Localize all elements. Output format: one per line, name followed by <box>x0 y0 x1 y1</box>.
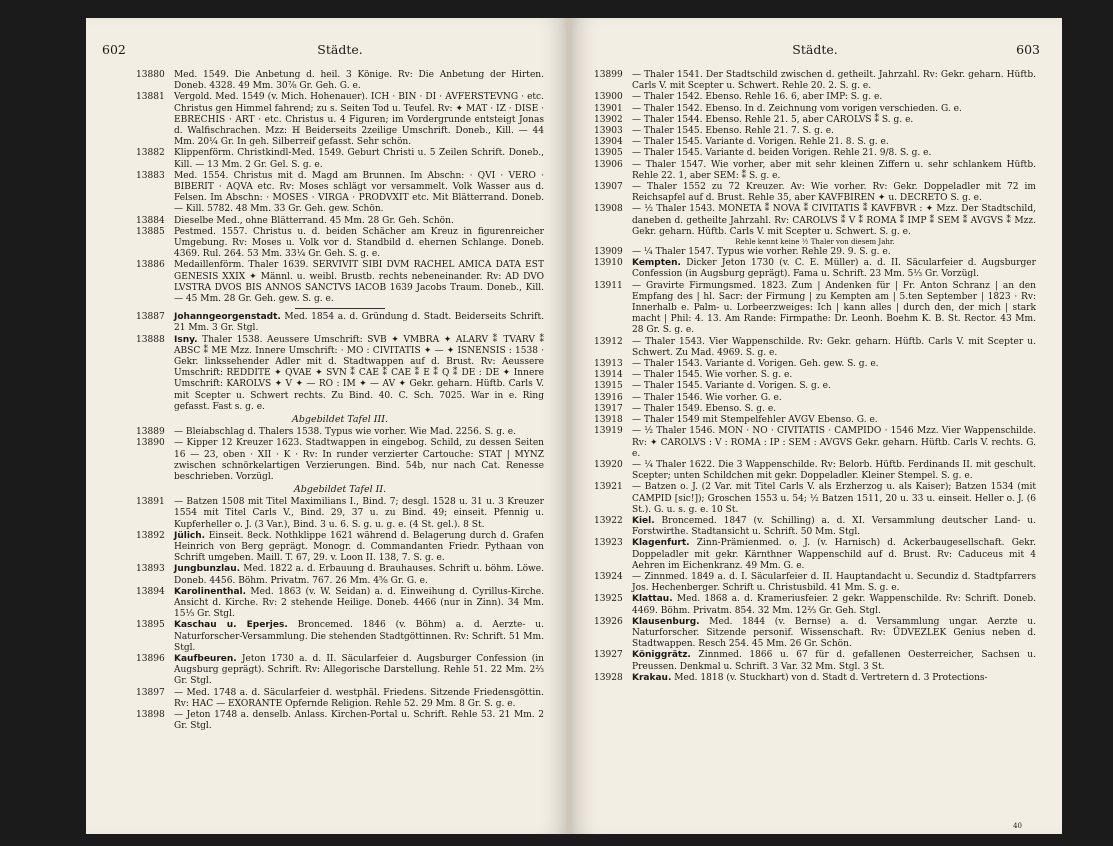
entry-description: — Batzen o. J. (2 Var. mit Titel Carls V. als Erzherzog u. als Kaiser); Batzen 1534 (mit CAMPID [sic!]); Groschen 1553 u. 54; ½ Batzen 1511, 20 u. 33 u. einseit. Heller o. J. (6 St.). G. u. s. g. e. 10 St. <box>632 482 1036 515</box>
entry-description: Med. 1549. Die Anbetung d. heil. 3 Könige. Rv: Die Anbetung der Hirten. Doneb. 4328. 49 Mm. 30⅞ Gr. Geh. G. e. <box>174 70 544 92</box>
catalog-entry <box>594 415 1036 426</box>
entry-number: 13910 <box>594 258 623 269</box>
left-entries-part-3 <box>136 427 544 483</box>
catalog-entry <box>136 260 544 305</box>
entry-description: Klippenförm. Christkindl-Med. 1549. Geburt Christi u. 5 Zeilen Schrift. Doneb., Kill. — 13 Mm. 2 Gr. Gel. S. g. e. <box>174 148 544 170</box>
entry-description: — Zinnmed. 1849 a. d. I. Säcularfeier d. II. Hauptandacht u. Secundiz d. Stadtpfarrers Jos. Hechenberger. Schrift u. Christusbild. 41 Mm. S. g. e. <box>632 571 1036 594</box>
entry-number: 13906 <box>594 159 623 170</box>
catalog-entry <box>136 148 544 170</box>
entry-description: — ¼ Thaler 1547. Typus wie vorher. Rehle 29. 9. S. g. e. <box>632 247 891 258</box>
entry-number: 13916 <box>594 392 623 403</box>
catalog-entry <box>594 617 1036 651</box>
catalog-entry <box>594 148 1036 159</box>
catalog-entry <box>136 587 544 621</box>
left-page-number: 602 <box>102 42 126 57</box>
entry-description: Einseit. 8eck. Nothklippe 1621 während d. Belagerung durch d. Grafen Heinrich von Berg geprägt. Monogr. d. Commandanten Friedr. Pythaan von Schrift umgeben. Maill. T. 67, 29. v. Loon II. 138, 7. S. g. e. <box>174 530 544 564</box>
entry-number: 13912 <box>594 336 623 347</box>
entry-number: 13925 <box>594 594 623 605</box>
catalog-entry <box>136 70 544 92</box>
city-name: Krakau. <box>632 672 672 683</box>
catalog-entry <box>136 227 544 261</box>
catalog-entry <box>136 497 544 531</box>
entry-description: Med. 1844 (v. Bernse) a. d. Versammlung ungar. Aerzte u. Naturforscher. Sitzende personif. Wissenschaft. Rv: ÜDVEZLEK Genius neben d. Stadtwappen. Resch 254. 45 Mm. 26 Gr. Schön. <box>632 616 1036 650</box>
plate-note-tafel-iii: Abgebildet Tafel III. <box>291 414 389 426</box>
entry-description: Med. 1822 a. d. Erbauung d. Brauhauses. Schrift u. böhm. Löwe. Doneb. 4456. Böhm. Privatm. 767. 26 Mm. 4⅝ Gr. G. e. <box>174 564 544 586</box>
catalog-entry <box>594 460 1036 482</box>
catalog-entry <box>594 359 1036 370</box>
entry-description: — Thaler 1545. Variante d. beiden Vorigen. Rehle 21. 9/8. S. g. e. <box>632 148 932 159</box>
city-name: Jülich. <box>174 530 206 541</box>
entry-number: 13924 <box>594 571 623 582</box>
catalog-entry <box>594 126 1036 137</box>
entry-number: 13888 <box>136 334 165 345</box>
entry-number: 13886 <box>136 260 165 271</box>
entry-description: Med. 1818 (v. Stuckhart) von d. Stadt d. Vertretern d. 3 Protections- <box>674 672 988 683</box>
catalog-entry <box>136 216 544 227</box>
entry-number: 13923 <box>594 538 623 549</box>
city-name: Klattau. <box>632 594 673 605</box>
entry-description: — Bleiabschlag d. Thalers 1538. Typus wie vorher. Wie Mad. 2256. S. g. e. <box>174 427 516 438</box>
entry-description: — Thaler 1542. Ebenso. Rehle 16. 6, aber IMP: S. g. e. <box>632 92 883 103</box>
entry-number: 13914 <box>594 370 623 381</box>
entry-number: 13883 <box>136 170 165 181</box>
entry-number: 13921 <box>594 482 623 493</box>
entry-number: 13890 <box>136 438 165 449</box>
entry-number: 13904 <box>594 137 623 148</box>
entry-description: Dieselbe Med., ohne Blätterrand. 45 Mm. 28 Gr. Geh. Schön. <box>174 215 454 226</box>
entry-number: 13895 <box>136 620 165 631</box>
entry-description: — ½ Thaler 1546. MON · NO · CIVITATIS · CAMPIDO · 1546 Mzz. Vier Wappenschilde. Rv: ✦ CAROLVS : V : ROMA : IP : SEM : AVGVS Gekr. geharn. Hüftb. Carls V. rechts. G. e. <box>632 426 1036 459</box>
catalog-entry <box>136 92 544 148</box>
entry-number: 13927 <box>594 650 623 661</box>
entry-description: Thaler 1538. Aeussere Umschrift: SVB ✦ VMBRA ✦ ALARV ⁑ TVARV ⁑ ABSC ⁑ ME Mzz. Innere Umschrift: · MO : CIVITATIS ✦ — ✦ ISNENSIS : 1538 · Gekr. linkssehender Adler mit d. Stadtwappen auf d. Brust. Rv: Aeussere Umschrift: REDDITE ✦ QVAE ✦ SVN ⁑ CAE ⁑ CAE ⁑ E ⁑ Q ⁑ DE : DE ✦ Innere Umschrift: KAROLVS ✦ V ✦ — RO : IM ✦ — AV ✦ Gekr. geharn. Hüftb. Carls V. mit Scepter u. Schwert rechts. Zu Bind. 40. C. Sch. 7025. War in e. Ring gefasst. Fast s. g. e. <box>174 334 544 412</box>
entry-number: 13884 <box>136 215 165 226</box>
section-divider <box>295 308 385 309</box>
catalog-entry <box>136 171 544 216</box>
right-page <box>572 18 1062 834</box>
catalog-entry <box>594 182 1036 204</box>
footnote-rehle: Rehle kennt keine ½ Thaler von diesem Jahr. <box>735 238 895 247</box>
entry-description: — Thaler 1549 mit Stempelfehler AVGV Ebenso. G. e. <box>632 415 878 426</box>
entry-description: Broncemed. 1846 (v. Böhm) a. d. Aerzte- u. Naturforscher-Versammlung. Die stehenden Stadtgöttinnen. Rv: Schrift. 51 Mm. Stgl. <box>174 620 544 653</box>
right-running-head <box>594 42 1040 60</box>
catalog-entry <box>136 427 544 438</box>
catalog-entry <box>136 654 544 688</box>
catalog-entry <box>594 673 1036 684</box>
catalog-entry <box>594 115 1036 126</box>
entry-number: 13917 <box>594 403 623 414</box>
entry-description: — ½ Thaler 1543. MONETA ⁑ NOVA ⁑ CIVITATIS ⁑ KAVFBVR : ✦ Mzz. Der Stadtschild, daneben d. getheilte Jahrzahl. Rv: CAROLVS ⁑ V ⁑ ROMA ⁑ IMP ⁑ SEM ⁑ AVGVS ⁑ Mzz. Gekr. geharn. Hüftb. Carls V. mit Scepter u. Schwert. S. g. e. <box>632 204 1036 237</box>
entry-number: 13882 <box>136 148 165 159</box>
catalog-entry <box>594 160 1036 182</box>
catalog-entry <box>136 620 544 654</box>
catalog-entry <box>136 531 544 565</box>
entry-description: — Thaler 1547. Wie vorher, aber mit sehr kleinen Ziffern u. sehr schlankem Hüftb. Rehle 22. 1, aber SEM: ⁑ S. g. e. <box>632 159 1036 181</box>
entry-description: — Gravirte Firmungsmed. 1823. Zum | Andenken für | Fr. Anton Schranz | an den Empfang des | hl. Sacr: der Firmung | zu Kempten am | 5.ten September | 1823 · Rv: Innerhalb e. Palm- u. Lorbeerzweiges: Ich | kann alles | durch den, der mich | stark macht | Phil: 4. 13. Am Rande: Firmpathe: Dr. Leonh. Boehm K. B. St. Rector. 43 Mm. 28 Gr. S. g. e. <box>632 280 1036 336</box>
city-name: Klausenburg. <box>632 616 700 627</box>
entry-number: 13887 <box>136 312 165 323</box>
entry-description: Jeton 1730 a. d. II. Säcularfeier d. Augsburger Confession (in Augsburg geprägt). Schrift. Rv: Allegorische Darstellung. Rehle 51. 22 Mm. 2⅔ Gr. Stgl. <box>174 653 544 687</box>
catalog-entry <box>594 572 1036 594</box>
entry-number: 13894 <box>136 586 165 597</box>
entry-description: — Thaler 1541. Der Stadtschild zwischen d. getheilt. Jahrzahl. Rv: Gekr. geharn. Hüftb. Carls V. mit Scepter u. Schwert. Rehle 20. 2. S. g. e. <box>632 70 1036 92</box>
city-name: Königgrätz. <box>632 650 691 661</box>
right-entries-part-2 <box>594 247 1036 684</box>
entry-number: 13881 <box>136 92 165 103</box>
entry-description: — Med. 1748 a. d. Säcularfeier d. westphäl. Friedens. Sitzende Friedensgöttin. Rv: HAC — EXORANTE Opfernde Religion. Rehle 52. 29 Mm. 8 Gr. S. g. e. <box>174 687 544 709</box>
catalog-entry <box>594 204 1036 238</box>
entry-description: Broncemed. 1847 (v. Schilling) a. d. XI. Versammlung deutscher Land- u. Forstwirthe. Stadtansicht u. Schrift. 50 Mm. Stgl. <box>632 515 1036 538</box>
entry-description: — Jeton 1748 a. denselb. Anlass. Kirchen-Portal u. Schrift. Rehle 53. 21 Mm. 2 Gr. Stgl. <box>174 709 544 732</box>
right-page-number: 603 <box>1016 42 1040 57</box>
catalog-entry <box>594 258 1036 280</box>
catalog-entry <box>594 393 1036 404</box>
entry-description: — ¼ Thaler 1622. Die 3 Wappenschilde. Rv: Belorb. Hüftb. Ferdinands II. mit geschult. Scepter; unten Schildchen mit gekr. Doppeladler. Kleiner Stempel. S. g. e. <box>632 459 1036 482</box>
entry-number: 13909 <box>594 247 623 258</box>
left-entries-part-2 <box>136 312 544 413</box>
entry-description: — Thaler 1546. Wie vorher. G. e. <box>632 392 782 403</box>
entry-number: 13922 <box>594 515 623 526</box>
entry-description: — Batzen 1508 mit Titel Maximilians I., Bind. 7; desgl. 1528 u. 31 u. 3 Kreuzer 1554 mit Titel Carls V., Bind. 29, 37 u. zu Bind. 49; einseit. Pfennig u. Kupferheller o. J. (3 Var.), Bind. 3 u. 6. S. g. u. g. e. (4 St. gel.). 8 St. <box>174 497 544 530</box>
entry-description: Vergold. Med. 1549 (v. Mich. Hohenauer). ICH · BIN · DI · AVFERSTEVNG · etc. Christus gen Himmel fahrend; zu s. Seiten Tod u. Teufel. Rv: ✦ MAT · IZ · DISE · EBRECHIS · ART · etc. Christus u. 4 Figuren; im Vordergrunde entsteigt Jonas d. Walfischrachen. Mzz: ℍ Beiderseits 2zeilige Umschrift. Doneb., Kill. — 44 Mm. 20¼ Gr. In geh. Silberreif gefasst. Sehr schön. <box>174 92 544 148</box>
catalog-entry <box>594 104 1036 115</box>
entry-description: Dicker Jeton 1730 (v. C. E. Müller) a. d. II. Säcularfeier d. Augsburger Confession (in Augsburg geprägt). Fama u. Schrift. 23 Mm. 5⅓ Gr. Vorzügl. <box>632 258 1036 280</box>
entry-number: 13902 <box>594 114 623 125</box>
city-name: Jungbunzlau. <box>174 564 241 575</box>
catalog-entry <box>594 370 1036 381</box>
catalog-entry <box>594 404 1036 415</box>
left-page <box>86 18 566 834</box>
entry-number: 13928 <box>594 672 623 683</box>
entry-description: — Thaler 1544. Ebenso. Rehle 21. 5, aber CAROLVS ⁑ S. g. e. <box>632 114 914 125</box>
catalog-entry <box>594 426 1036 460</box>
entry-description: — Thaler 1542. Ebenso. In d. Zeichnung vom vorigen verschieden. G. e. <box>632 103 962 114</box>
entry-number: 13892 <box>136 530 165 541</box>
entry-description: Med. 1854 a. d. Gründung d. Stadt. Beiderseits Schrift. 21 Mm. 3 Gr. Stgl. <box>174 312 544 334</box>
entry-description: Medaillenförm. Thaler 1639. SERVIVIT SIBI DVM RACHEL AMICA DATA EST GENESIS XXIX ✦ Männl. u. weibl. Brustb. rechts nebeneinander. Rv: AD DVO LVSTRA DVOS BIS ANNOS SANCTVS IACOB 1639 Jacobs Traum. Doneb., Kill. — 45 Mm. 28 Gr. Geh. gew. S. g. e. <box>174 260 544 305</box>
catalog-entry <box>594 538 1036 572</box>
entry-description: Med. 1868 a. d. Krameriusfeier. 2 gekr. Wappenschilde. Rv: Schrift. Doneb. 4469. Böhm. Privatm. 854. 32 Mm. 12⅔ Gr. Geh. Stgl. <box>632 594 1036 616</box>
catalog-entry <box>594 381 1036 392</box>
entry-number: 13893 <box>136 564 165 575</box>
city-name: Isny. <box>174 334 198 345</box>
entry-number: 13896 <box>136 653 165 664</box>
entry-number: 13911 <box>594 280 623 291</box>
entry-number: 13899 <box>594 70 623 80</box>
entry-number: 13913 <box>594 359 623 370</box>
catalog-entry <box>594 281 1036 337</box>
entry-description: — Thaler 1545. Ebenso. Rehle 21. 7. S. g. e. <box>632 126 834 137</box>
entry-description: — Thaler 1545. Variante d. Vorigen. Rehle 21. 8. S. g. e. <box>632 137 889 148</box>
catalog-entry <box>594 516 1036 538</box>
entry-description: Med. 1554. Christus mit d. Magd am Brunnen. Im Abschn: · QVI · VERO · BIBERIT · AQVA etc. Rv: Moses schlägt vor versammelt. Volk Wasser aus d. Felsen. Im Abschn: · MOSES · VIRGA · PRODVXIT etc. Mit Blätterrand. Doneb. — Kill. 5782. 48 Mm. 33 Gr. Geh. gew. Schön. <box>174 170 544 215</box>
catalog-entry <box>594 247 1036 258</box>
right-entries-part-1 <box>594 70 1036 238</box>
city-name: Kiel. <box>632 515 655 526</box>
entry-number: 13926 <box>594 616 623 627</box>
entry-description: Zinnmed. 1866 u. 67 für d. gefallenen Oesterreicher, Sachsen u. Preussen. Denkmal u. Schrift. 3 Var. 32 Mm. Stgl. 3 St. <box>632 650 1036 672</box>
city-name: Klagenfurt. <box>632 538 690 549</box>
entry-number: 13919 <box>594 426 623 437</box>
city-name: Kempten. <box>632 258 681 269</box>
city-name: Kaschau u. Eperjes. <box>174 620 288 631</box>
catalog-entry <box>594 482 1036 516</box>
catalog-entry <box>594 594 1036 616</box>
entry-number: 13908 <box>594 204 623 215</box>
entry-number: 13897 <box>136 687 165 698</box>
plate-note-tafel-ii: Abgebildet Tafel II. <box>293 484 387 496</box>
entry-description: — Thaler 1552 zu 72 Kreuzer. Av: Wie vorher. Rv: Gekr. Doppeladler mit 72 im Reichsapfel auf d. Brust. Rehle 35, aber KAVFBIREN ✦ u. DECRETO S. g. e. <box>632 182 1036 204</box>
entry-number: 13901 <box>594 103 623 114</box>
entry-number: 13903 <box>594 126 623 137</box>
entry-description: — Thaler 1543. Vier Wappenschilde. Rv: Gekr. geharn. Hüftb. Carls V. mit Scepter u. Schwert. Zu Mad. 4969. S. g. e. <box>632 336 1036 358</box>
entry-number: 13905 <box>594 148 623 159</box>
catalog-entry <box>136 564 544 586</box>
city-name: Kaufbeuren. <box>174 653 237 664</box>
entry-number: 13907 <box>594 182 623 193</box>
catalog-entry <box>136 335 544 413</box>
entry-description: Zinn-Prämienmed. o. J. (v. Harnisch) d. Ackerbaugesellschaft. Gekr. Doppeladler mit gekr. Kärnthner Wappenschild auf d. Brust. Rv: Caduceus mit 4 Aehren im Eichenkranz. 49 Mm. G. e. <box>632 538 1036 571</box>
catalog-entry <box>594 337 1036 359</box>
left-entries-part-4 <box>136 497 544 732</box>
right-running-title: Städte. <box>792 42 838 57</box>
catalog-entry <box>594 70 1036 92</box>
entry-description: — Thaler 1545. Variante d. Vorigen. S. g. e. <box>632 381 831 392</box>
entry-number: 13915 <box>594 381 623 392</box>
entry-description: — Thaler 1543. Variante d. Vorigen. Geh. gew. S. g. e. <box>632 359 879 370</box>
catalog-entry <box>136 312 544 334</box>
entry-description: Med. 1863 (v. W. Seidan) a. d. Einweihung d. Cyrillus-Kirche. Ansicht d. Kirche. Rv: 2 stehende Heilige. Doneb. 4466 (nur in Zinn). 34 Mm. 15⅓ Gr. Stgl. <box>174 586 544 620</box>
entry-number: 13918 <box>594 415 623 426</box>
entry-number: 13891 <box>136 497 165 508</box>
entry-number: 13880 <box>136 70 165 80</box>
entry-description: — Thaler 1545. Wie vorher. S. g. e. <box>632 370 793 381</box>
catalog-entry <box>594 137 1036 148</box>
entry-description: Pestmed. 1557. Christus u. d. beiden Schächer am Kreuz in figurenreicher Umgebung. Rv: Moses u. Volk vor d. Standbild d. ehernen Schlange. Doneb. 4369. Rul. 264. 53 Mm. 33¼ Gr. Geh. S. g. e. <box>174 226 544 260</box>
catalog-entry <box>136 688 544 710</box>
entry-description: — Thaler 1549. Ebenso. S. g. e. <box>632 403 777 414</box>
left-running-head <box>102 42 544 60</box>
city-name: Karolinenthal. <box>174 586 247 597</box>
entry-number: 13889 <box>136 427 165 438</box>
entry-description: — Kipper 12 Kreuzer 1623. Stadtwappen in eingebog. Schild, zu dessen Seiten 16 — 23, oben · XII · K · Rv: In runder verzierter Cartouche: STAT | MYNZ zwischen schnörkelartigen Verzierungen. Bind. 54b, nur nach Cat. Renesse beschrieben. Vorzügl. <box>174 438 544 482</box>
signature-mark: 40 <box>1013 822 1022 830</box>
catalog-entry <box>136 710 544 732</box>
city-name: Johanngeorgenstadt. <box>174 312 281 323</box>
entry-number: 13900 <box>594 92 623 103</box>
entry-number: 13885 <box>136 226 165 237</box>
left-running-title: Städte. <box>317 42 363 57</box>
catalog-entry <box>594 92 1036 103</box>
entry-number: 13920 <box>594 459 623 470</box>
left-entries-part-1 <box>136 70 544 305</box>
entry-number: 13898 <box>136 709 165 720</box>
catalog-entry <box>136 438 544 483</box>
catalog-entry <box>594 650 1036 672</box>
